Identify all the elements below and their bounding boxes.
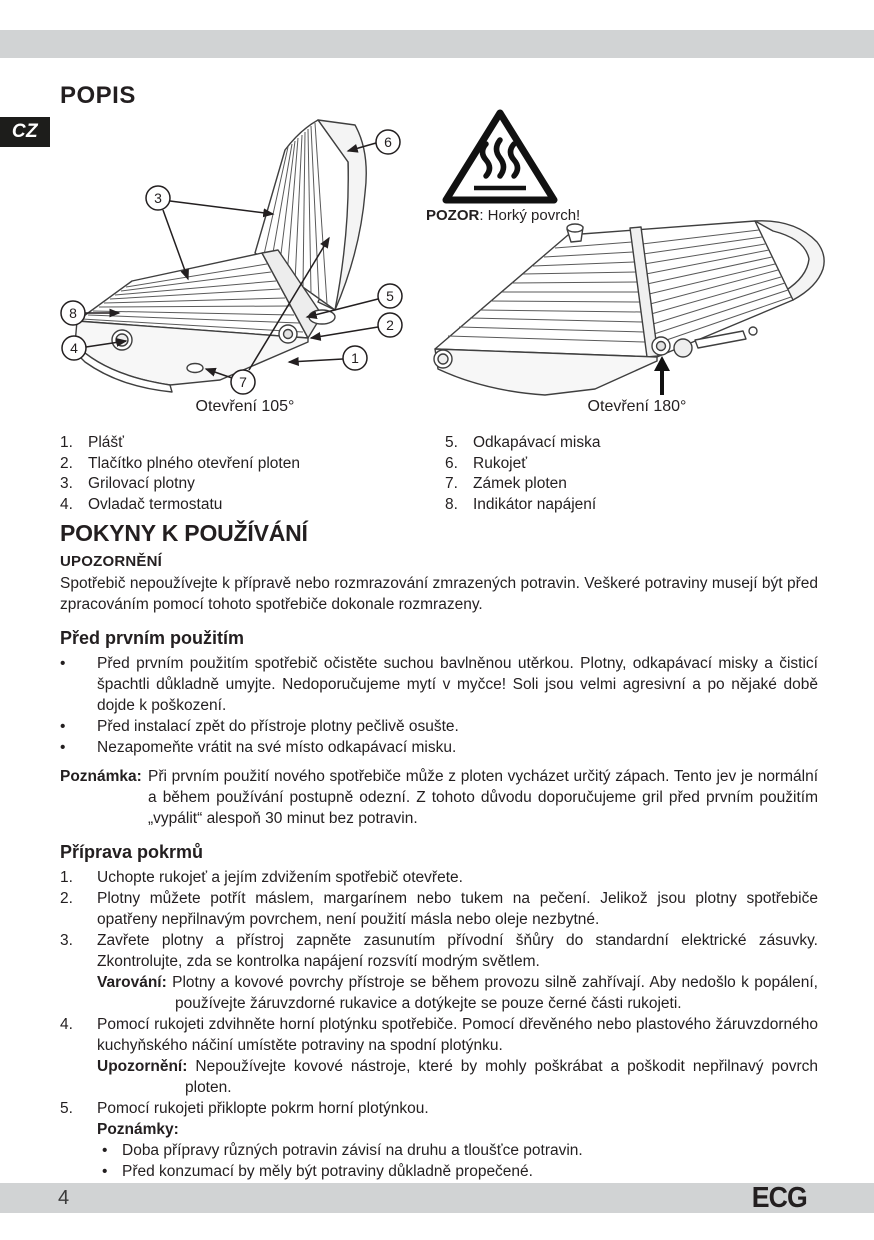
sub-bullet-item [97,1140,818,1161]
part-label: Zámek ploten [473,475,567,492]
step-number: 1. [60,869,73,886]
bullet-dot: • [60,739,66,756]
bullet-text: Nezapomeňte vrátit na své místo odkapávací misku. [97,739,457,756]
part-item-8 [445,495,818,516]
grill-180-illustration [425,207,845,397]
step-body [97,1098,818,1182]
bullet-item [60,737,818,758]
step-item-3 [60,930,818,1014]
figure-grill-180 [425,207,845,397]
bullet-item [60,716,818,737]
step-item-2 [60,888,818,930]
warning-heading: UPOZORNĚNÍ [60,553,163,570]
step-item-1 [60,867,818,888]
brand-logo: ECG [751,1181,807,1214]
step-number: 4. [60,1016,73,1033]
arrow-to-body [289,359,343,362]
bullet-dot: • [102,1163,108,1180]
bullet-dot: • [60,655,66,672]
note-block [60,766,818,829]
step-text: Plotny můžete potřít máslem, margarínem nebo tukem na pečení. Jelikož jsou plotny spotřebiče opatřeny nepřilnavým povrchem, není použití másla nebo oleje nezbytné. [97,890,818,928]
arrow-to-upper-plate [170,201,273,214]
step-body [97,930,818,1014]
grill-105-illustration [60,112,415,400]
step-text: Zavřete plotny a přístroj zapněte zasunutím přívodní šňůry do standardní elektrické zásuvky. Zkontrolujte, zda se kontrolka napájení rozsvítí modrým světlem. [97,932,818,970]
footer-bar [0,1183,874,1213]
step-text: Pomocí rukojeti přiklopte pokrm horní plotýnkou. [97,1100,429,1117]
step-number: 5. [60,1100,73,1117]
callout-6-number: 6 [384,134,392,150]
notes-heading: Poznámky: [97,1121,179,1138]
figure-grill-105 [60,112,415,400]
figure-105-caption: Otevření 105° [195,398,295,415]
step-text: Pomocí rukojeti zdvihněte horní plotýnku spotřebiče. Pomocí dřevěného nebo plastového žáruvzdorného kuchyňského náčiní umístěte potraviny na spodní plotýnku. [97,1016,818,1054]
parts-list-left [60,433,440,515]
callout-5-number: 5 [386,288,394,304]
pozor-label-bold: POZOR [426,207,480,224]
note-label: Poznámka: [60,768,142,785]
step-item-4 [60,1014,818,1098]
part-item-1 [60,433,440,454]
bullet-dot: • [102,1142,108,1159]
warning-paragraph: Spotřebič nepoužívejte k přípravě nebo rozmrazování zmrazených potravin. Veškeré potraviny musejí být před zpracováním pomocí tohoto spotřebiče dokonale rozmrazeny. [60,575,818,613]
part-number: 6. [445,454,458,472]
part-number: 8. [445,495,458,513]
part-number: 1. [60,434,73,451]
callout-7-number: 7 [239,374,247,390]
step-warning [97,1056,818,1098]
arrow-to-lower-plate [163,210,188,279]
arrow-to-open-button [311,327,378,338]
food-preparation-heading: Příprava pokrmů [60,842,204,862]
usage-section [60,520,818,1182]
figure-180-caption: Otevření 180° [587,398,687,415]
section-title-popis: POPIS [60,82,136,109]
part-label: Rukojeť [473,454,528,472]
part-label: Odkapávací miska [473,434,601,451]
part-number: 3. [60,475,73,492]
part-label: Grilovací plotny [88,475,195,492]
part-number: 4. [60,495,73,513]
part-label: Tlačítko plného otevření ploten [88,454,300,472]
step-warning [97,972,818,1014]
bullet-item [60,653,818,716]
step-warning-text: Plotny a kovové povrchy přístroje se během provozu silně zahřívají. Aby nedošlo k popálení, používejte žáruvzdorné rukavice a dotýkejte se pouze černé části rukojeti. [172,974,818,1012]
step-warning-label: Upozornění: [97,1058,188,1075]
step-body [97,1014,818,1098]
bullet-text: Před instalací zpět do přístroje plotny pečlivě osušte. [97,718,459,735]
note-text: Při prvním použití nového spotřebiče může z ploten vycházet určitý zápach. Tento jev je normální a během používání postupně odezní. Z tohoto důvodu doporučujeme gril před prvním použitím „vypálit“ alespoň 30 minut bez potravin. [148,768,818,827]
usage-title: POKYNY K POUŽÍVÁNÍ [60,520,308,546]
step-item-5 [60,1098,818,1182]
part-label: Ovladač termostatu [88,495,223,513]
language-tab [0,117,50,147]
part-number: 5. [445,434,458,451]
top-gray-bar [0,30,874,58]
before-first-use-heading: Před prvním použitím [60,628,245,648]
pozor-label-rest: : Horký povrch! [479,207,581,224]
step-warning-text: Nepoužívejte kovové nástroje, které by mohly poškrábat a poškodit nepřilnavý povrch ploten. [185,1058,818,1096]
part-item-5 [445,433,818,454]
callout-2-number: 2 [386,317,394,333]
part-label: Plášť [88,434,124,451]
part-number: 2. [60,454,73,472]
part-label: Indikátor napájení [473,495,597,513]
callout-4-number: 4 [70,340,78,356]
callout-8-number: 8 [69,305,77,321]
callout-3-number: 3 [154,190,162,206]
part-item-3 [60,474,440,495]
sub-bullet-item [97,1161,818,1182]
step-number: 2. [60,890,73,907]
sub-bullet-text: Před konzumací by měly být potraviny důkladně propečené. [122,1163,533,1180]
step-warning-label: Varování: [97,974,167,991]
hot-surface-warning-icon [438,106,562,206]
language-tab-label: CZ [11,121,39,142]
bullet-text: Před prvním použitím spotřebič očistěte suchou bavlněnou utěrkou. Plotny, odkapávací misky a čisticí špachtli důkladně umyjte. Nedoporučujeme mytí v myčce! Soli jsou velmi agresivní a po nějaké době dojde k poškození. [97,655,818,714]
step-number: 3. [60,932,73,949]
bullet-dot: • [60,718,66,735]
page-number: 4 [58,1186,70,1209]
callout-1-number: 1 [351,350,359,366]
sub-bullet-text: Doba přípravy různých potravin závisí na druhu a tloušťce potravin. [122,1142,583,1159]
part-number: 7. [445,475,458,492]
part-item-7 [445,474,818,495]
part-item-6 [445,454,818,475]
part-item-2 [60,454,440,475]
hot-surface-warning [438,106,562,206]
step-text: Uchopte rukojeť a jejím zdvižením spotřebič otevřete. [97,869,463,886]
part-item-4 [60,495,440,516]
parts-list-right [445,433,818,515]
